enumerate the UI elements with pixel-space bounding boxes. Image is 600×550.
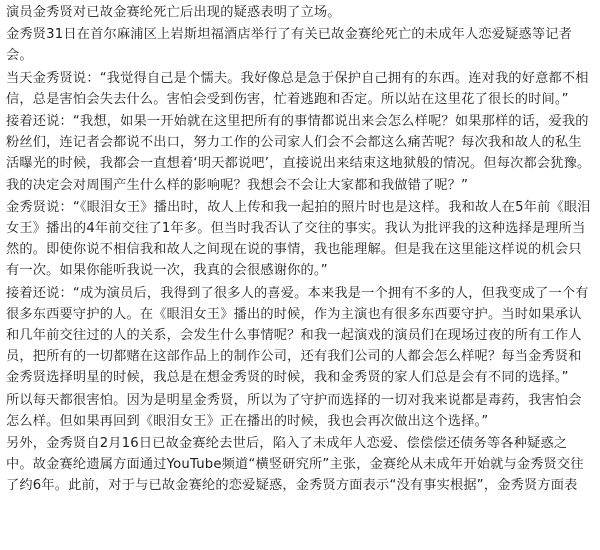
paragraph-background: 另外，金秀贤自2月16日已故金赛纶去世后，陷入了未成年人恋爱、偿偿偿还债务等各种疑惑之中。故金赛纶遗属方面通过YouTube频道“横竖研究所”主张，金赛纶从未成年开始就与金秀贤交往了约6年。此前，对于与已故金赛纶的恋爱疑惑，金秀贤方面表示“没有事实根据”，金秀贤方面表 (6, 436, 584, 494)
paragraph-quote-actor-choice: 接着还说：“成为演员后，我得到了很多人的喜爱。本来我是一个拥有不多的人，但我变成了一个有很多东西要守护的人。在《眼泪女王》播出的时候，作为主演也有很多东西要守护。当时如果承认和几年前交往过的人的关系，会发生什么事情呢？和我一起演戏的演员们在现场过夜的所有工作人员，把所有的一切都赌在这部作品上的制作公司，还有我们公司的人都会怎么样呢？每当金秀贤和金秀贤选择明星的时候，我总是在想金秀贤的时候，我和金秀贤的家人们总是会有不同的选择。” (6, 285, 589, 386)
paragraph-press-conference: 金秀贤31日在首尔麻浦区上岩斯坦福酒店举行了有关已故金赛纶死亡的未成年人恋爱疑惑等记者会。 (6, 27, 573, 64)
paragraph-quote-tears-queen: 金秀贤说：“《眼泪女王》播出时，故人上传和我一起拍的照片时也是这样。我和故人在5年前《眼泪女王》播出的4年前交往了1年多。但当时我否认了交往的事实。我认为批评我的这种选择是理所当然的。即使你说不相信我和故人之间现在说的事情，我也能理解。但是我在这里能这样说的机会只有一次。如果你能听我说一次，我真的会很感谢你的。” (6, 199, 591, 279)
paragraph-quote-fear: 所以每天都很害怕。因为是明星金秀贤，所以为了守护而选择的一切对我来说都是毒药，我害怕会怎么样。但如果再回到《眼泪女王》正在播出的时候，我也会再次做出这个选择。” (6, 392, 582, 429)
paragraph-quote-hesitation: 接着还说：“我想，如果一开始就在这里把所有的事情都说出来会怎么样呢？如果那样的话，爱我的粉丝们，连记者会都说不出口，努力工作的公司家人们会不会都这么痛苦呢？每次我和故人的私生活曝光的时候，我都会一直想着‘明天都说吧’，直接说出来结束这地狱般的情况。但每次都会犹豫。我的决定会对周围产生什么样的影响呢？我想会不会让大家都和我做错了呢？” (6, 114, 591, 193)
paragraph-headline: 演员金秀贤对已故金赛纶死亡后出现的疑惑表明了立场。 (6, 5, 341, 20)
paragraph-quote-coward: 当天金秀贤说：“我觉得自己是个懦夫。我好像总是急于保护自己拥有的东西。连对我的好意都不相信，总是害怕会失去什么。害怕会受到伤害，忙着逃跑和否定。所以站在这里花了很长的时间。” (6, 70, 589, 107)
